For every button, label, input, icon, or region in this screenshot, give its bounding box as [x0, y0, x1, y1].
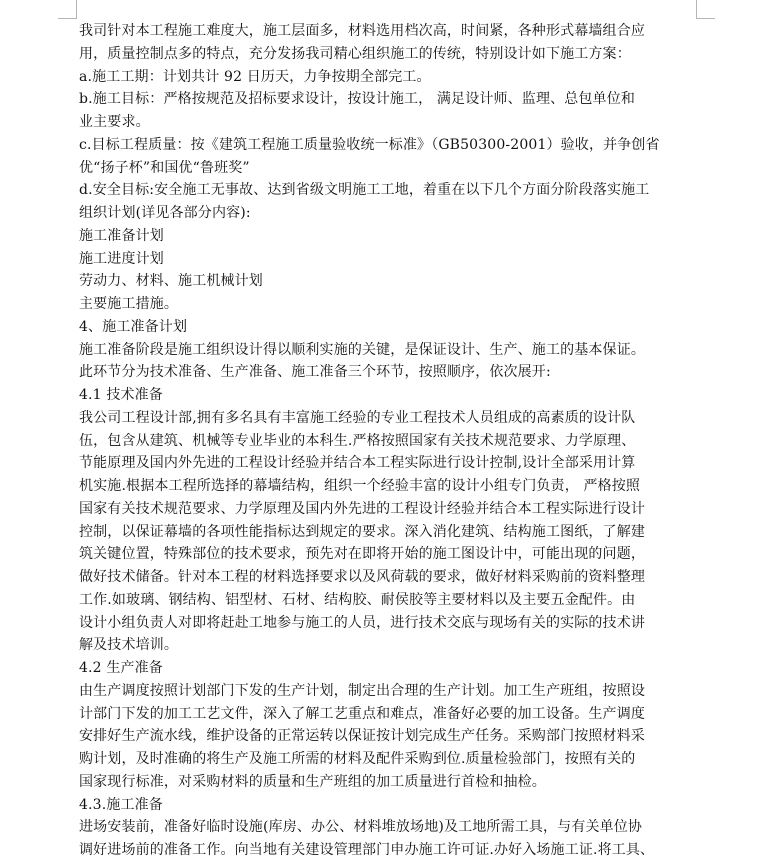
text-line: 由生产调度按照计划部门下发的生产计划，制定出合理的生产计划。加工生产班组，按照设 — [79, 682, 645, 699]
text-line: 机实施.根据本工程所选择的幕墙结构，组织一个经验丰富的设计小组专门负责， 严格按照 — [79, 478, 641, 494]
text-line: 购计划，及时准确的将生产及施工所需的材料及配件采购到位.质量检验部门，按照有关的 — [79, 751, 636, 767]
document-body — [79, 20, 692, 862]
text-line: 进场安装前，准备好临时设施(库房、办公、材料堆放场地)及工地所需工具，与有关单位协 — [79, 819, 643, 836]
page-corner-mark-left — [58, 0, 77, 19]
text-line: 国家有关技术规范要求、力学原理及国内外先进的工程设计经验并结合本工程实际进行设计 — [79, 500, 645, 517]
text-line: 设计小组负责人对即将赶赴工地参与施工的人员，进行技术交底与现场有关的实际的技术讲 — [79, 614, 645, 631]
text-line: b.施工目标：严格按规范及招标要求设计，按设计施工， 满足设计师、监理、总包单位和 — [79, 91, 636, 108]
text-line: 工作.如玻璃、钢结构、铝型材、石材、结构胶、耐侯胶等主要材料以及主要五金配件。由 — [79, 591, 636, 608]
text-line: 此环节分为技术准备、生产准备、施工准备三个环节，按照顺序，依次展开: — [79, 364, 551, 381]
text-line: 控制，以保证幕墙的各项性能指标达到规定的要求。深入消化建筑、结构施工图纸，了解建 — [79, 523, 645, 540]
text-line: 筑关键位置，特殊部位的技术要求，预先对在即将开始的施工图设计中，可能出现的问题， — [79, 546, 645, 563]
text-line: 国家现行标准，对采购材料的质量和生产班组的加工质量进行首检和抽检。 — [79, 773, 546, 790]
page-corner-mark-right — [696, 0, 715, 19]
text-line: 计部门下发的加工工艺文件，深入了解工艺重点和难点，准备好必要的加工设备。生产调度 — [79, 705, 645, 722]
text-line: a.施工工期：计划共计 92 日历天，力争按期全部完工。 — [79, 68, 431, 85]
text-line: 解及技术培训。 — [79, 637, 179, 654]
text-line: c.目标工程质量：按《建筑工程施工质量验收统一标准》（GB50300-2001）验收，并争创省 — [79, 136, 660, 153]
text-line: 施工准备阶段是施工组织设计得以顺利实施的关键，是保证设计、生产、施工的基本保证。 — [79, 341, 645, 358]
list-item: 劳动力、材料、施工机械计划 — [79, 273, 263, 290]
list-item: 主要施工措施。 — [79, 296, 179, 312]
text-line: 组织计划(详见各部分内容): — [79, 205, 251, 221]
list-item: 施工准备计划 — [79, 227, 164, 244]
text-line: 伍，包含从建筑、机械等专业毕业的本科生.严格按照国家有关技术规范要求、力学原理、 — [79, 432, 636, 449]
subsection-heading: 4.2 生产准备 — [79, 660, 163, 676]
text-line: 用，质量控制点多的特点，充分发扬我司精心组织施工的传统，特别设计如下施工方案： — [79, 45, 631, 62]
text-line: 节能原理及国内外先进的工程设计经验并结合本工程实际进行设计控制,设计全部采用计算 — [79, 455, 636, 472]
text-line: 我司针对本工程施工难度大，施工层面多，材料选用档次高，时间紧，各种形式幕墙组合应 — [79, 23, 645, 39]
subsection-heading: 4.3.施工准备 — [79, 796, 163, 813]
text-line: 做好技术储备。针对本工程的材料选择要求以及风荷载的要求，做好材料采购前的资料整理 — [79, 569, 645, 585]
text-line: 安排好生产流水线，维护设备的正常运转以保证按计划完成生产任务。采购部门按照材料采 — [79, 728, 645, 745]
section-heading: 4、施工准备计划 — [79, 318, 188, 335]
text-line: 优“扬子杯”和国优“鲁班奖” — [79, 159, 250, 176]
text-line: d.安全目标:安全施工无事故、达到省级文明施工工地，着重在以下几个方面分阶段落实施工 — [79, 182, 650, 199]
text-line: 我公司工程设计部,拥有多名具有丰富施工经验的专业工程技术人员组成的高素质的设计队 — [79, 409, 636, 426]
text-line: 业主要求。 — [79, 114, 150, 130]
list-item: 施工进度计划 — [79, 250, 164, 267]
text-line: 调好进场前的准备工作。向当地有关建设管理部门申办施工许可证.办好入场施工证.将工具、 — [79, 842, 655, 858]
subsection-heading: 4.1 技术准备 — [79, 387, 163, 403]
